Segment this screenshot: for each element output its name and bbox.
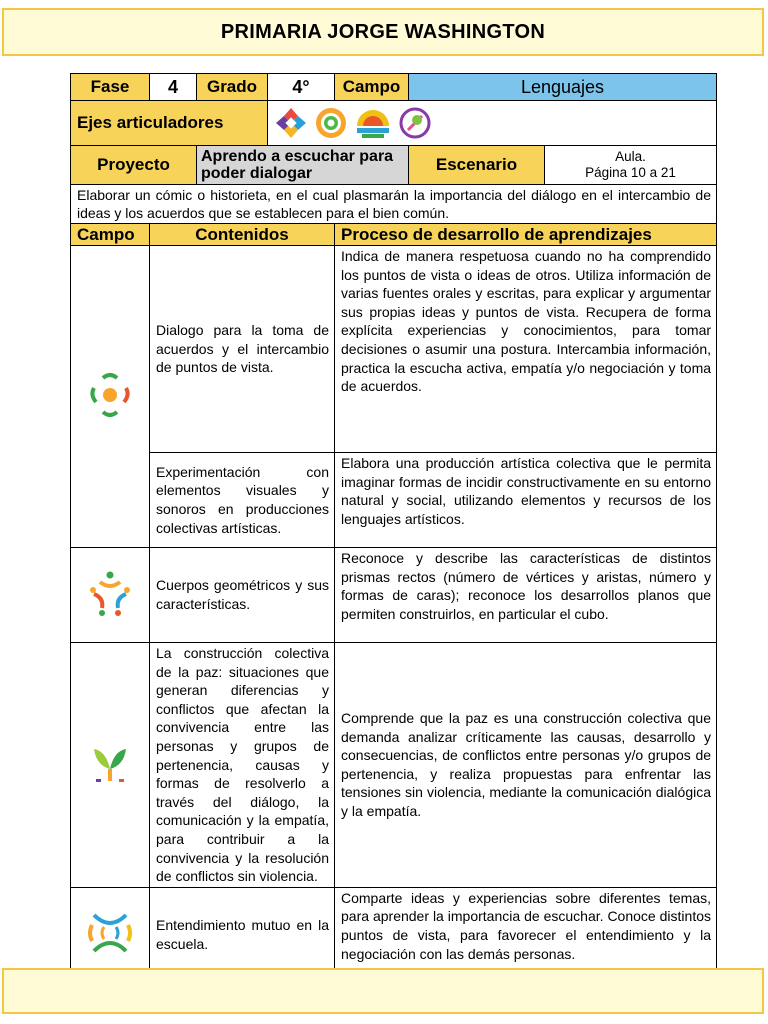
etica-icon bbox=[88, 739, 132, 787]
planning-table bbox=[70, 73, 717, 983]
proceso-3: Reconoce y describe las características de distintos prismas rectos (número de vértices y aristas, número y formas de caras); reconoce los desarrollos planos que permiten construirlos, en particular el cubo. bbox=[335, 548, 717, 643]
ejes-row bbox=[71, 101, 717, 146]
fase-value: 4 bbox=[150, 74, 197, 101]
contenido-4: La construcción colectiva de la paz: situaciones que generan diferencias y conflictos que afectan la convivencia entre las personas y grupos de pertenencia, causas y formas de resolverlo a través del diálogo, la comunicación y la empatía, para contribuir a la convivencia y la resolución de conflictos sin violencia. bbox=[150, 643, 335, 888]
col-contenidos: Contenidos bbox=[150, 224, 335, 246]
campo-value: Lenguajes bbox=[409, 74, 717, 101]
lenguajes-icon bbox=[88, 370, 132, 420]
humano-icon bbox=[86, 909, 134, 957]
pensamiento-critico-icon bbox=[314, 106, 348, 140]
escenario-label: Escenario bbox=[409, 146, 545, 185]
campo-cell bbox=[71, 548, 150, 643]
table-row bbox=[71, 453, 717, 548]
ejes-label: Ejes articuladores bbox=[71, 101, 268, 146]
proyecto-row bbox=[71, 146, 717, 185]
description-row bbox=[71, 185, 717, 224]
proceso-1: Indica de manera respetuosa cuando no ha comprendido los puntos de vista o ideas de otros. Utiliza información de varias fuentes orales y escritas, para explicar y argumentar sus propias ideas y puntos de vista. Recupera de forma explícita experiencias y conocimientos, para tomar decisiones o asumir una postura. Intercambia información, practica la escucha activa, empatía y/o negociación y toma de acuerdos. bbox=[335, 246, 717, 453]
saberes-icon bbox=[88, 570, 132, 618]
contenido-1: Dialogo para la toma de acuerdos y el intercambio de puntos de vista. bbox=[150, 246, 335, 453]
school-banner bbox=[2, 8, 764, 56]
grado-value: 4° bbox=[268, 74, 335, 101]
col-proceso: Proceso de desarrollo de aprendizajes bbox=[335, 224, 717, 246]
ejes-icons-cell bbox=[268, 101, 717, 146]
inclusion-icon bbox=[274, 106, 308, 140]
table-row bbox=[71, 246, 717, 453]
contenido-2: Experimentación con elementos visuales y sonoros en producciones colectivas artísticas. bbox=[150, 453, 335, 548]
proyecto-value: Aprendo a escuchar para poder dialogar bbox=[197, 146, 409, 185]
grado-label: Grado bbox=[197, 74, 268, 101]
proceso-5: Comparte ideas y experiencias sobre diferentes temas, para aprender la importancia de escuchar. Conoce distintos puntos de vista, para favorecer el entendimiento y la negociación con las demás personas. bbox=[335, 887, 717, 982]
proceso-2: Elabora una producción artística colectiva que le permita imaginar formas de incidir constructivamente en su entorno natural y social, utilizando elementos y recursos de los lenguajes artísticos. bbox=[335, 453, 717, 548]
footer-banner bbox=[2, 968, 764, 1014]
contenido-3: Cuerpos geométricos y sus características. bbox=[150, 548, 335, 643]
proyecto-label: Proyecto bbox=[71, 146, 197, 185]
col-campo: Campo bbox=[71, 224, 150, 246]
proceso-4: Comprende que la paz es una construcción colectiva que demanda analizar críticamente las causas, desarrollo y consecuencias, de conflictos entre personas y/o grupos de pertenencia, y realiza propuestas para enfrentar las tensiones sin violencia, mediante la comunicación dialógica y la empatía. bbox=[335, 643, 717, 888]
campo-cell bbox=[71, 246, 150, 548]
interculturalidad-icon bbox=[354, 106, 392, 140]
column-header-row bbox=[71, 224, 717, 246]
fase-label: Fase bbox=[71, 74, 150, 101]
escenario-value-2: Página 10 a 21 bbox=[585, 165, 676, 180]
escenario-value-1: Aula. bbox=[615, 149, 646, 164]
school-title: PRIMARIA JORGE WASHINGTON bbox=[220, 20, 546, 43]
table-row bbox=[71, 548, 717, 643]
header-row bbox=[71, 74, 717, 101]
campo-cell bbox=[71, 643, 150, 888]
vida-saludable-icon bbox=[398, 106, 432, 140]
contenido-5: Entendimiento mutuo en la escuela. bbox=[150, 887, 335, 982]
campo-label: Campo bbox=[335, 74, 409, 101]
project-description: Elaborar un cómic o historieta, en el cual plasmarán la importancia del diálogo en el intercambio de ideas y los acuerdos que se establecen para el bien común. bbox=[71, 185, 717, 224]
table-row bbox=[71, 643, 717, 888]
escenario-cell bbox=[545, 146, 717, 185]
